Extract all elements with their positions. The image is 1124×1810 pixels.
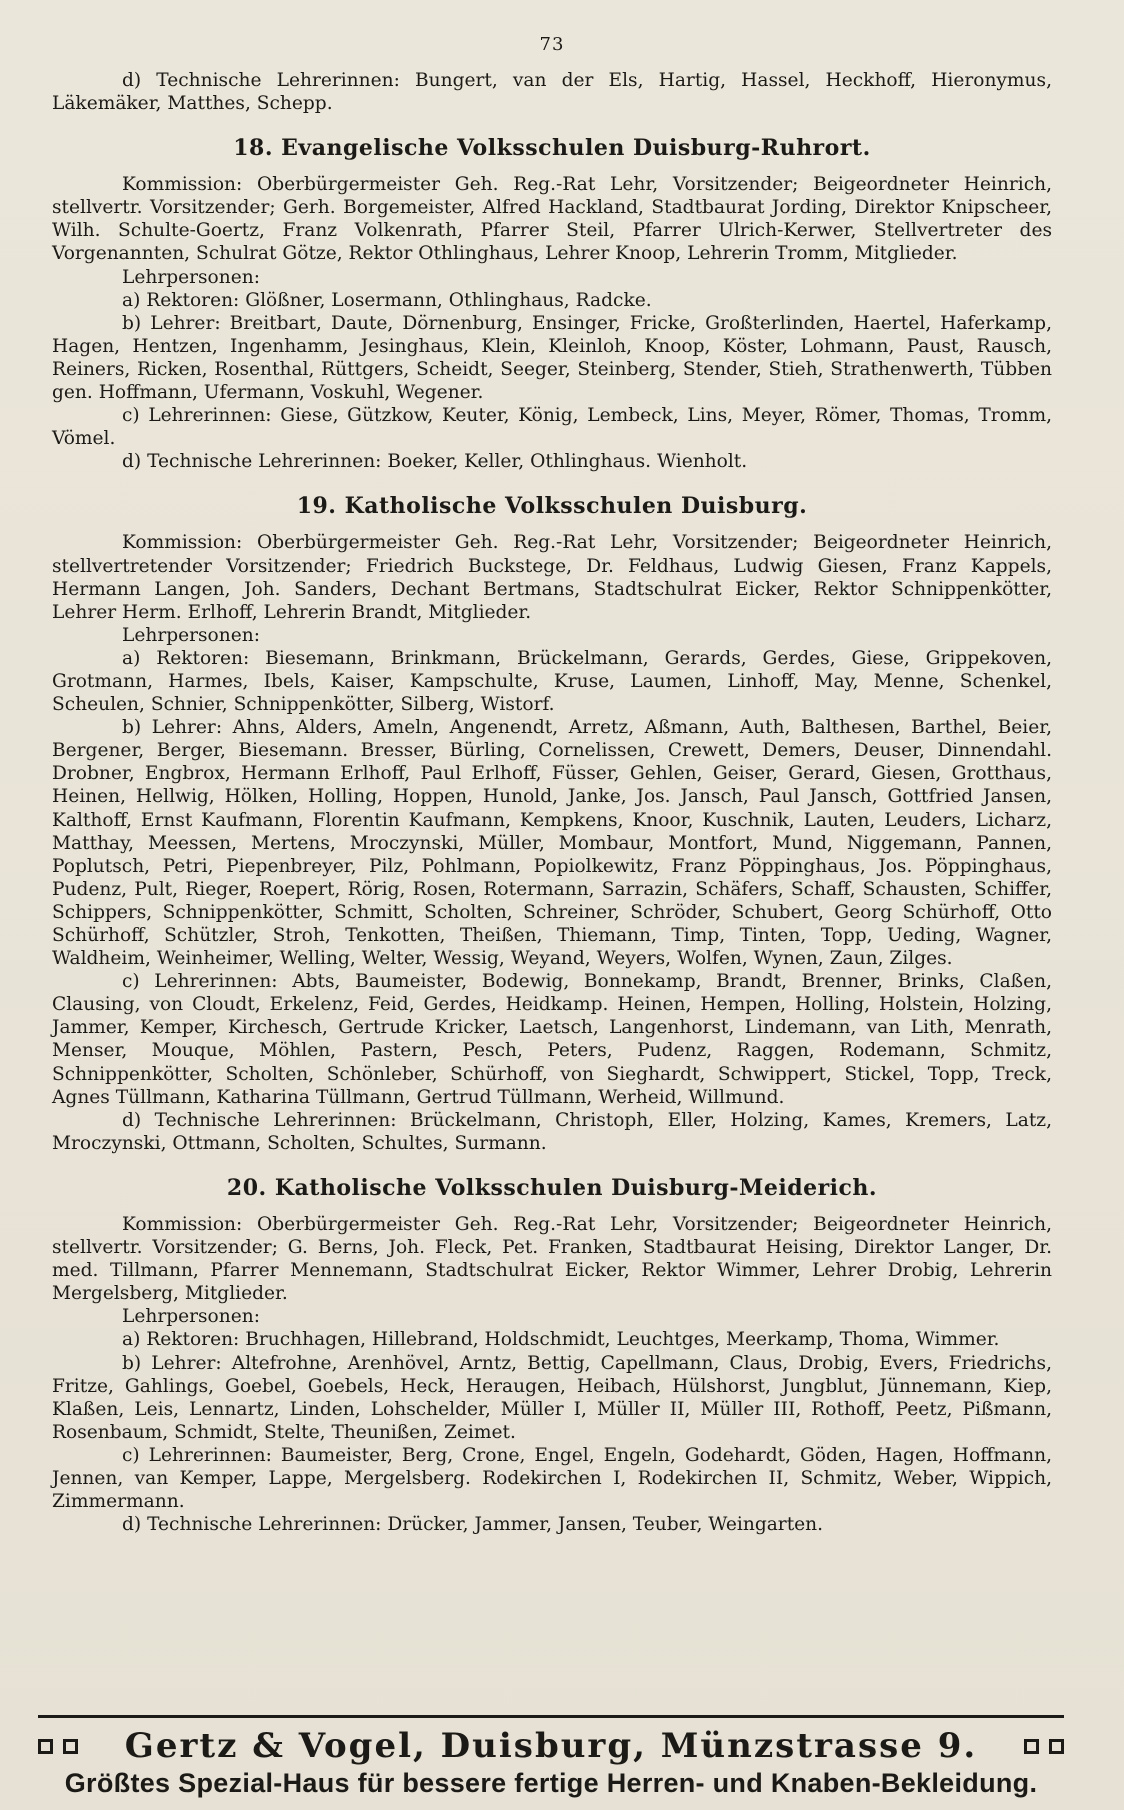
ornament-left bbox=[38, 1739, 78, 1754]
section-19-title: 19. Katholische Volksschulen Duisburg. bbox=[296, 493, 808, 520]
advertisement-footer bbox=[38, 1715, 1064, 1800]
section-20-title: 20. Katholische Volksschulen Duisburg-Meiderich. bbox=[226, 1174, 878, 1201]
ornament-right bbox=[1024, 1739, 1064, 1754]
square-outline-icon bbox=[38, 1739, 53, 1754]
ad-headline-row bbox=[38, 1726, 1064, 1766]
section-19-kommission: Kommission: Oberbürgermeister Geh. Reg.-Rat Lehr, Vorsitzender; Beigeordneter Heinrich, stellvertretender Vorsitzender; Friedrich Buckstege, Dr. Feldhaus, Ludwig Giesen, Franz Kappels, Hermann Langen, Joh. Sanders, Dechant Bertmans, Stadtschulrat Eicker, Rektor Schnippenkötter, Lehrer Herm. Erlhoff, Lehrerin Brandt, Mitglieder. bbox=[52, 532, 1052, 623]
square-outline-icon bbox=[1049, 1739, 1064, 1754]
section-19-lehrpersonen-label: Lehrpersonen: bbox=[122, 624, 260, 646]
section-18-kommission: Kommission: Oberbürgermeister Geh. Reg.-Rat Lehr, Vorsitzender; Beigeordneter Heinrich, stellvertr. Vorsitzender; Gerh. Borgemeister, Alfred Hackland, Stadtbaurat Jording, Direktor Knipscheer, Wilh. Schulte-Goertz, Franz Volkenrath, Pfarrer Steil, Pfarrer Ulrich-Kerwer, Stellvertreter des Vorgenannten, Schulrat Götze, Rektor Othlinghaus, Lehrer Knoop, Lehrerin Tromm, Mitglieder. bbox=[52, 174, 1052, 265]
page-content bbox=[52, 69, 1052, 1536]
section-19-technische-lehrerinnen: d) Technische Lehrerinnen: Brückelmann, Christoph, Eller, Holzing, Kames, Kremers, Latz, Mroczynski, Ottmann, Scholten, Schultes, Surmann. bbox=[52, 1109, 1052, 1154]
page-number: 73 bbox=[539, 34, 565, 55]
section-20-lehrpersonen-label: Lehrpersonen: bbox=[122, 1306, 260, 1328]
section-18-lehrpersonen-label: Lehrpersonen: bbox=[122, 266, 260, 288]
ad-headline: Gertz & Vogel, Duisburg, Münzstrasse 9. bbox=[124, 1726, 978, 1766]
section-20-lehrer: b) Lehrer: Altefrohne, Arenhövel, Arntz, Bettig, Capellmann, Claus, Drobig, Evers, Friedrichs, Fritze, Gahlings, Goebel, Goebels, Heck, Heraugen, Heibach, Hülshorst, Jungblut, Jünnemann, Kiep, Klaßen, Leis, Lennartz, Linden, Lohschelder, Müller I, Müller II, Müller III, Rothoff, Peetz, Pißmann, Rosenbaum, Schmidt, Stelte, Theunißen, Zeimet. bbox=[52, 1352, 1052, 1443]
square-outline-icon bbox=[1024, 1739, 1039, 1754]
section-18-lehrerinnen: c) Lehrerinnen: Giese, Gützkow, Keuter, König, Lembeck, Lins, Meyer, Römer, Thomas, Tromm, Vömel. bbox=[52, 405, 1052, 450]
section-19-lehrerinnen: c) Lehrerinnen: Abts, Baumeister, Bodewig, Bonnekamp, Brandt, Brenner, Brinks, Claßen, Clausing, von Cloudt, Erkelenz, Feid, Gerdes, Heidkamp. Heinen, Hempen, Holling, Holstein, Holzing, Jammer, Kemper, Kirchesch, Gertrude Kricker, Laetsch, Langenhorst, Lindemann, van Lith, Menrath, Menser, Mouque, Möhlen, Pastern, Pesch, Peters, Pudenz, Raggen, Rodemann, Schmitz, Schnippenkötter, Scholten, Schönleber, Schürhoff, von Sieghardt, Schwippert, Stickel, Topp, Treck, Agnes Tüllmann, Katharina Tüllmann, Gertrud Tüllmann, Werheid, Willmund. bbox=[52, 971, 1052, 1108]
section-18-technische-lehrerinnen: d) Technische Lehrerinnen: Boeker, Keller, Othlinghaus. Wienholt. bbox=[122, 451, 748, 473]
square-outline-icon bbox=[63, 1739, 78, 1754]
section-18-lehrer: b) Lehrer: Breitbart, Daute, Dörnenburg, Ensinger, Fricke, Großterlinden, Haertel, Haferkamp, Hagen, Hentzen, Ingenhamm, Jesinghaus, Klein, Kleinloh, Knoop, Köster, Lohmann, Paust, Rausch, Reiners, Ricken, Rosenthal, Rüttgers, Scheidt, Seeger, Steinberg, Stender, Stieh, Strathenwerth, Tübben gen. Hoffmann, Ufermann, Voskuhl, Wegener. bbox=[52, 312, 1052, 404]
section-19-lehrer: b) Lehrer: Ahns, Alders, Ameln, Angenendt, Arretz, Aßmann, Auth, Balthesen, Barthel, Beier, Bergener, Berger, Biesemann. Bresser, Bürling, Cornelissen, Crewett, Demers, Deuser, Dinnendahl. Drobner, Engbrox, Hermann Erlhoff, Paul Erlhoff, Füsser, Gehlen, Geiser, Gerard, Giesen, Grotthaus, Heinen, Hellwig, Hölken, Holling, Hoppen, Hunold, Janke, Jos. Jansch, Paul Jansch, Gottfried Jansen, Kalthoff, Ernst Kaufmann, Florentin Kaufmann, Kempkens, Knoor, Kuschnik, Lauten, Leuders, Licharz, Matthay, Meessen, Mertens, Mroczynski, Müller, Mombaur, Montfort, Mund, Niggemann, Pannen, Poplutsch, Petri, Piepenbreyer, Pilz, Pohlmann, Popiolkewitz, Franz Pöppinghaus, Jos. Pöppinghaus, Pudenz, Pult, Rieger, Roepert, Rörig, Rosen, Rotermann, Sarrazin, Schäfers, Schaff, Schausten, Schiffer, Schippers, Schnippenkötter, Schmitt, Scholten, Schreiner, Schröder, Schubert, Georg Schürhoff, Otto Schürhoff, Schützler, Stroh, Tenkotten, Theißen, Thiemann, Timp, Tinten, Topp, Ueding, Wagner, Waldheim, Weinheimer, Welling, Welter, Wessig, Weyand, Weyers, Wolfen, Wynen, Zaun, Zilges. bbox=[52, 717, 1052, 970]
section-19-rektoren: a) Rektoren: Biesemann, Brinkmann, Brückelmann, Gerards, Gerdes, Giese, Grippekoven, Grotmann, Harmes, Ibels, Kaiser, Kampschulte, Kruse, Laumen, Linhoff, May, Menne, Schenkel, Scheulen, Schnier, Schnippenkötter, Silberg, Wistorf. bbox=[52, 647, 1052, 716]
section-18-rektoren: a) Rektoren: Glößner, Losermann, Othlinghaus, Radcke. bbox=[122, 289, 652, 311]
intro-technische-lehrerinnen: d) Technische Lehrerinnen: Bungert, van der Els, Hartig, Hassel, Heckhoff, Hieronymus, Läkemäker, Matthes, Schepp. bbox=[52, 70, 1052, 115]
section-20-kommission: Kommission: Oberbürgermeister Geh. Reg.-Rat Lehr, Vorsitzender; Beigeordneter Heinrich, stellvertr. Vorsitzender; G. Berns, Joh. Fleck, Pet. Franken, Stadtbaurat Heising, Direktor Langer, Dr. med. Tillmann, Pfarrer Mennemann, Stadtschulrat Eicker, Rektor Wimmer, Lehrer Drobig, Lehrerin Mergelsberg, Mitglieder. bbox=[52, 1213, 1052, 1305]
section-20-lehrerinnen: c) Lehrerinnen: Baumeister, Berg, Crone, Engel, Engeln, Godehardt, Göden, Hagen, Hoffmann, Jennen, van Kemper, Lappe, Mergelsberg. Rodekirchen I, Rodekirchen II, Schmitz, Weber, Wippich, Zimmermann. bbox=[52, 1444, 1052, 1513]
ad-tagline: Größtes Spezial-Haus für bessere fertige Herren- und Knaben-Bekleidung. bbox=[64, 1768, 1038, 1798]
section-20-rektoren: a) Rektoren: Bruchhagen, Hillebrand, Holdschmidt, Leuchtges, Meerkamp, Thoma, Wimmer. bbox=[122, 1329, 1000, 1351]
section-18-title: 18. Evangelische Volksschulen Duisburg-Ruhrort. bbox=[233, 135, 871, 162]
section-20-technische-lehrerinnen: d) Technische Lehrerinnen: Drücker, Jammer, Jansen, Teuber, Weingarten. bbox=[122, 1514, 824, 1536]
